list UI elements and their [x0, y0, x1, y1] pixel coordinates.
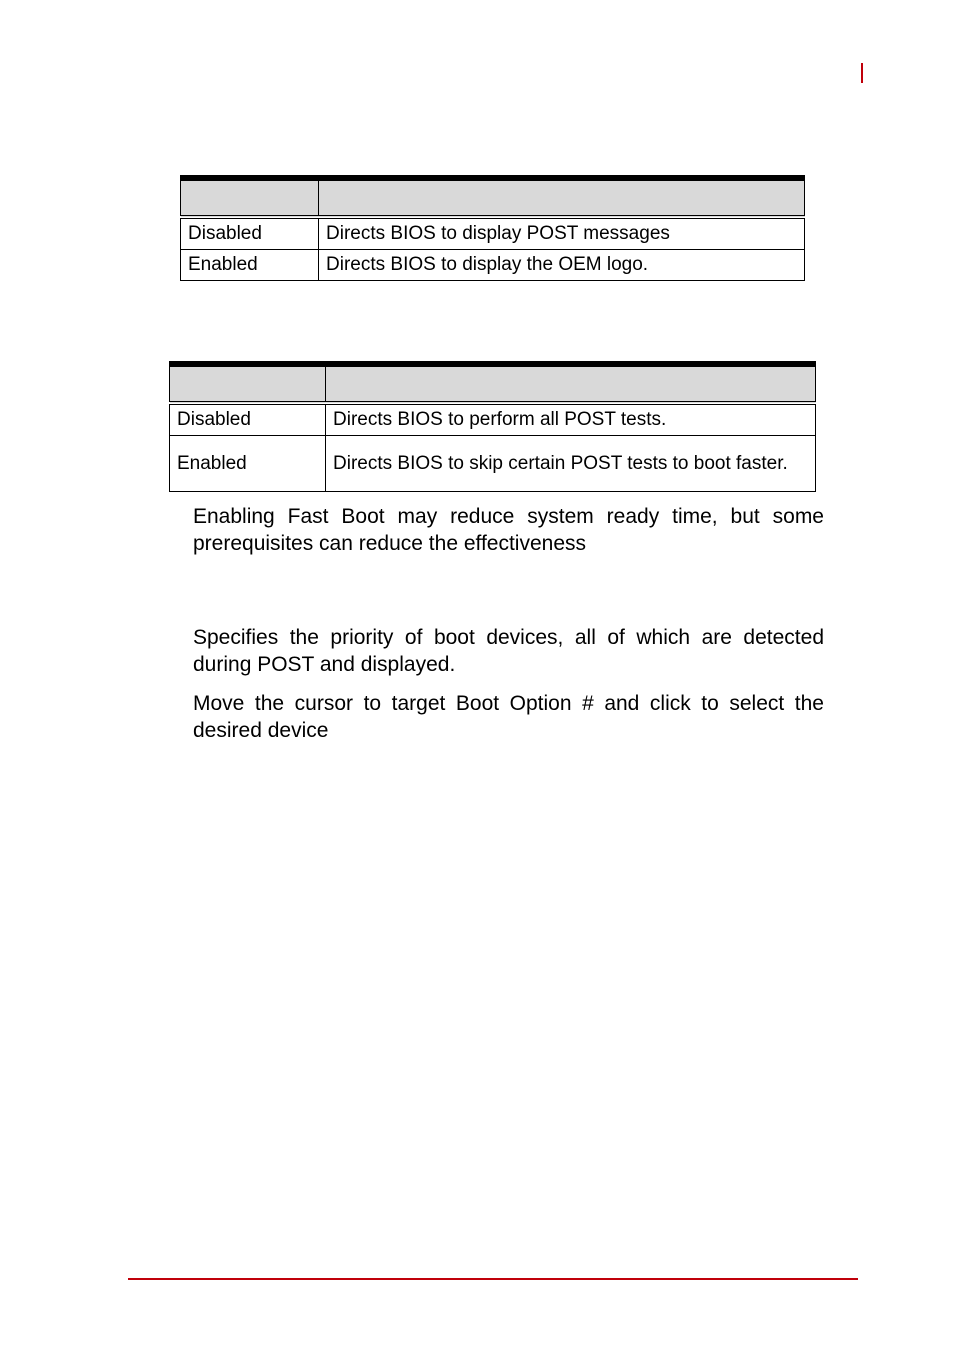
table-header-cell: [326, 364, 816, 403]
option-description: Directs BIOS to perform all POST tests.: [326, 403, 816, 436]
table-header-row: [181, 178, 805, 217]
table-row: [170, 403, 816, 436]
option-value: Disabled: [170, 403, 326, 436]
table-row: [181, 217, 805, 250]
option-description: Directs BIOS to display the OEM logo.: [319, 250, 805, 281]
quiet-boot-options-table: [180, 175, 805, 281]
boot-option-instruction: Move the cursor to target Boot Option # and click to select the desired device: [193, 692, 824, 742]
boot-priority-description: Specifies the priority of boot devices, all of which are detected during POST and displayed.: [193, 626, 824, 676]
table-row: [170, 436, 816, 492]
fast-boot-note: Enabling Fast Boot may reduce system ready time, but some prerequisites can reduce the effectiveness: [193, 505, 824, 555]
fast-boot-options-table: [169, 361, 816, 492]
table-header-row: [170, 364, 816, 403]
option-value: Enabled: [170, 436, 326, 492]
option-description: Directs BIOS to display POST messages: [319, 217, 805, 250]
table-row: [181, 250, 805, 281]
option-value: Enabled: [181, 250, 319, 281]
header-accent-mark: [861, 63, 863, 83]
table-header-cell: [181, 178, 319, 217]
footer-rule: [128, 1278, 858, 1280]
option-description: Directs BIOS to skip certain POST tests to boot faster.: [326, 436, 816, 492]
option-value: Disabled: [181, 217, 319, 250]
table-header-cell: [170, 364, 326, 403]
table-header-cell: [319, 178, 805, 217]
